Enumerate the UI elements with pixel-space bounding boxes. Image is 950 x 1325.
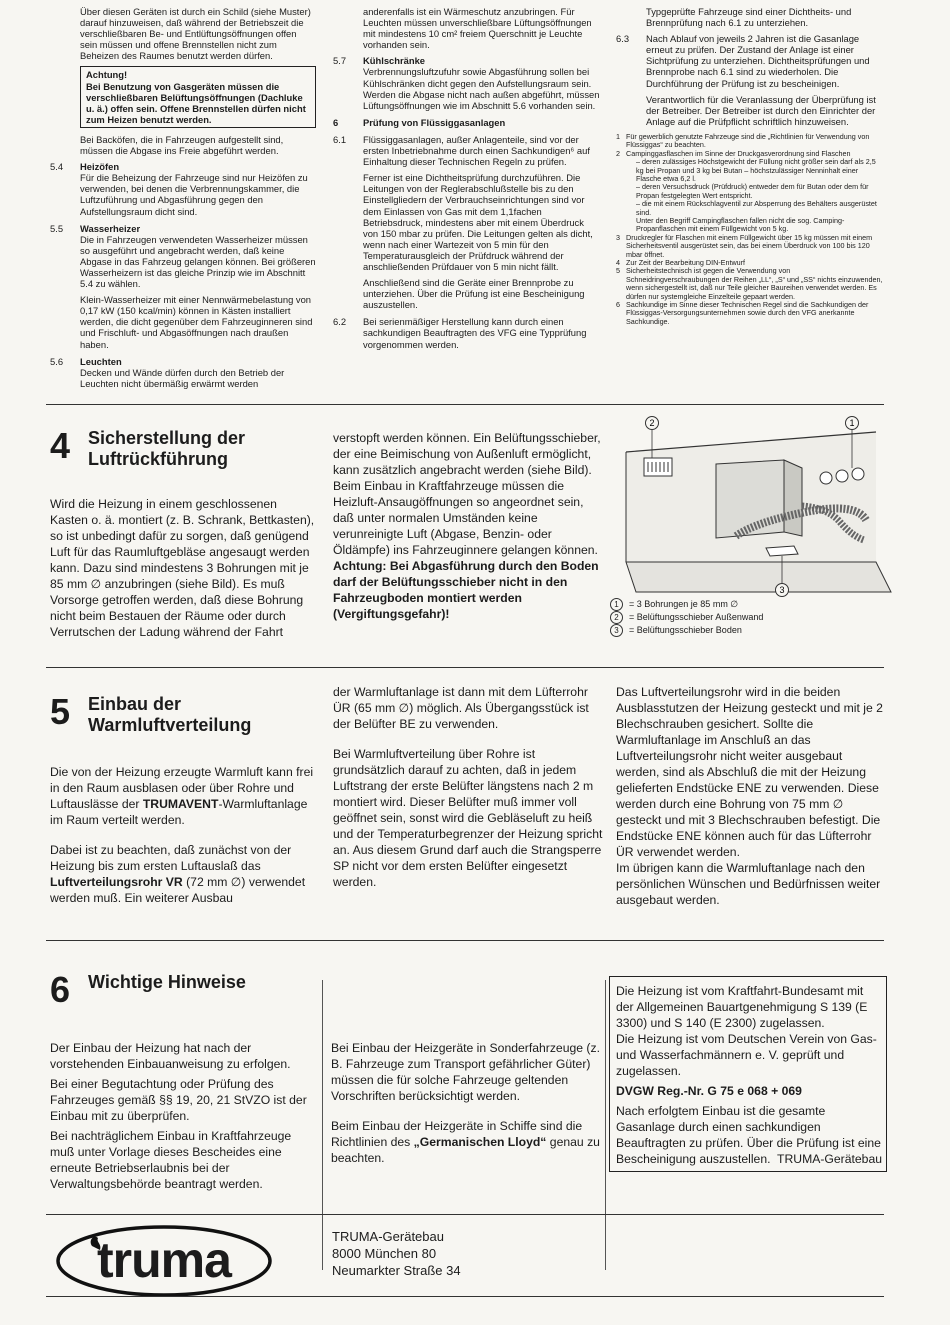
trumavent-paragraph: Die von der Heizung erzeugte Warmluft kann frei in den Raum ausblasen oder über Rohre und Luftauslässe der TRUMAVENT-Warmluftanlage im Raum verteilt werden. [50, 765, 314, 827]
section-number: 6.2 [333, 316, 347, 328]
section-text: Bei serienmäßiger Herstellung kann durch einen sachkundigen Beauftragten des VFG eine Typprüfung vorgenommen werden. [363, 316, 587, 350]
section-text: Verantwortlich für die Veranlassung der Überprüfung ist der Betreiber. Der Betreiber ist durch den Einrichter der Anlage auf die Prüfpflicht schriftlich hinzuweisen. [646, 93, 876, 127]
footnote-number [616, 183, 626, 200]
company-city: 8000 München 80 [332, 1246, 437, 1261]
section-text: Ferner ist eine Dichtheitsprüfung durchzuführen. Die Leitungen von der Reglerabschlußstelle bis zu den Einstellgliedern der Verbrauchseinrichtungen sind vor dem Einlassen von Gas mit dem 1,1fachen Betriebsdruck, mindestens aber mit einem Überdruck von 150 mbar zu prüfen. Die Leitungen gelten als dicht, wenn nach einer Wartezeit von 5 min für den Temperaturausgleich der Prüfdruck während der anschließenden Prüfdauer von 5 min nicht fällt. [363, 172, 593, 272]
footnote-text: Sachkundige im Sinne dieser Technischen Regel sind die Sachkundigen der Flüssiggas-Versorgungsunternehmen sowie durch den VFG anerkannte Sachkundige. [626, 300, 869, 326]
section-heading: Heizöfen [80, 161, 120, 173]
divider [46, 667, 884, 668]
title-line: Einbau der [88, 694, 182, 714]
footnote-text: – deren Versuchsdruck (Prüfdruck) entweder dem für Butan oder dem für Propan festgelegten Wert entspricht. [636, 182, 869, 200]
section-number: 5.7 [333, 55, 347, 67]
column-divider [322, 980, 323, 1270]
section-text: Klein-Wasserheizer mit einer Nennwärmebelastung von 0,17 kW (150 kcal/min) können in Kästen installiert werden, die dicht gegenüber dem Fahrzeuginneren sind und Frischluft- und Abgasöffnungen nach draußen haben. [80, 294, 313, 350]
divider [46, 1296, 884, 1297]
footnote-number: 5 [616, 266, 620, 276]
paragraph [50, 842, 316, 906]
column-divider [605, 980, 606, 1270]
section-text: Für die Beheizung der Fahrzeuge sind nur Heizöfen zu verwenden, bei denen die Verbrennungskammer, die Luftzuführung und Abgasführung gegen den Aufstellungsraum dicht sind. [80, 172, 308, 217]
luftverteilung-paragraph: Dabei ist zu beachten, daß zunächst von der Heizung bis zum ersten Luftauslaß das Luftverteilungsrohr VR (72 mm ∅) verwendet werden muß. Ein weiterer Ausbau [50, 843, 306, 905]
registration-number: DVGW Reg.-Nr. G 75 e 068 + 069 [616, 1084, 802, 1098]
section-title: Wichtige Hinweise [88, 972, 246, 992]
divider [46, 1214, 884, 1215]
section-5-5 [50, 223, 316, 350]
installation-figure [606, 412, 896, 608]
section-4-text-col2 [333, 430, 605, 636]
figure-legend [610, 598, 880, 637]
section-number: 6.1 [333, 133, 347, 145]
section-5-text-col1 [50, 764, 316, 920]
lloyd-name: „Germanischen Lloyd“ [413, 1135, 547, 1149]
footnote [616, 234, 884, 259]
footnote-number [616, 200, 626, 217]
footnote-number: 1 [616, 131, 620, 141]
company-street: Neumarkter Straße 34 [332, 1263, 461, 1278]
section-5-6 [50, 356, 316, 389]
text: Nach erfolgtem Einbau ist die gesamte Gasanlage durch einen sachkundigen Beauftragten zu prüfen. Über die Prüfung ist eine Bescheinigung auszustellen. [616, 1104, 881, 1166]
legend-item [610, 598, 880, 611]
legend-number: 1 [610, 598, 623, 611]
section-5-text-col3 [616, 684, 884, 922]
paragraph: Der Einbau der Heizung hat nach der vorstehenden Einbauanweisung zu erfolgen. [50, 1041, 291, 1071]
title-line: Warmluftverteilung [88, 715, 252, 735]
inspection-text [616, 1103, 882, 1167]
footnote-number: 6 [616, 300, 620, 310]
callout-3: 3 [779, 585, 785, 595]
paragraph [331, 1118, 601, 1166]
footnote [616, 200, 884, 217]
footnote [616, 158, 884, 183]
section-number: 6 [50, 969, 71, 1010]
paragraph: verstopft werden können. Ein Belüftungsschieber, der eine Beimischung von Außenluft ermöglicht, kann zusätzlich angebracht werden (siehe Bild). [333, 431, 601, 477]
footnote [616, 267, 884, 301]
company-address [332, 1228, 461, 1279]
paragraph: Beim Einbau in Kraftfahrzeuge müssen die Heizluft-Ansaugöffnungen so angeordnet sein, daß unter normalen Umständen keine verunreinigte Luft (Abgase, Benzin- oder Öldämpfe) ins Fahrzeuginnere gelangen können. [333, 479, 598, 557]
footnote-number [616, 158, 626, 183]
divider [46, 404, 884, 405]
title-line: Luftrückführung [88, 449, 228, 469]
footnote [616, 217, 884, 234]
top-column-1 [50, 6, 316, 395]
section-5-7 [333, 55, 601, 110]
paragraph: Bei einer Begutachtung oder Prüfung des Fahrzeuges gemäß §§ 19, 20, 21 StVZO ist der Einbau mit zu überprüfen. [50, 1077, 307, 1123]
text: Beim Einbau der Heizgeräte in Schiffe sind die Richtlinien des [331, 1119, 583, 1149]
title-line: Sicherstellung der [88, 428, 246, 448]
section-heading: Prüfung von Flüssiggasanlagen [363, 116, 506, 128]
warning-notice [80, 66, 316, 127]
paragraph: Im übrigen kann die Warmluftanlage nach den persönlichen Wünschen und Bedürfnissen weiter ausgebaut werden. [616, 861, 881, 907]
paragraph: Bei Einbau der Heizgeräte in Sonderfahrzeuge (z. B. Fahrzeuge zum Transport gefährlicher Güter) müssen die für solche Fahrzeuge geltenden Vorschriften berücksichtigt werden. [331, 1041, 600, 1103]
section-number: 5.6 [50, 355, 64, 367]
legend-text: = Belüftungsschieber Boden [629, 625, 742, 635]
paragraph: Wird die Heizung in einem geschlossenen Kasten o. ä. montiert (z. B. Schrank, Bettkasten), so ist unbedingt dafür zu sorgen, daß genügend Luft für das Raumluftgebläse angesaugt werden kann. Dazu sind mindestens 3 Bohrungen mit je 85 mm ∅ anzubringen (siehe Bild). Es muß Vorsorge getroffen werden, daß diese Bohrung nicht beim Bestauen der Räume oder durch Verrutschen der Ladung während der Fahrt [50, 497, 315, 639]
section-6-text-col2 [331, 1040, 601, 1180]
signature: TRUMA-Gerätebau [777, 1152, 882, 1166]
section-text: Verbrennungsluftzufuhr sowie Abgasführung sollen bei Kühlschränken dicht gegen den Aufstellungsraum sein. Werden die Abgase nicht nach außen abgeführt, müssen Lüftungsöffnungen wie im Abschnitt 5.6 vorhanden sein. [363, 66, 600, 111]
paragraph [50, 764, 316, 828]
footnote-number [616, 217, 626, 234]
section-text: Flüssiggasanlagen, außer Anlagenteile, sind vor der ersten Inbetriebnahme durch einen Sachkundigen⁶ auf Einhaltung dieser Technischen Regeln zu prüfen. [363, 133, 590, 168]
paragraph: Bei nachträglichem Einbau in Kraftfahrzeuge muß unter Vorlage dieses Bescheides eine erneute Betriebserlaubnis bei der Verwaltungsbehörde beantragt werden. [50, 1129, 292, 1191]
legend-text: = Belüftungsschieber Außenwand [629, 612, 764, 622]
paragraph: Das Luftverteilungsrohr wird in die beiden Ausblasstutzen der Heizung gesteckt und mit je 2 Blechschrauben gesichert. Sollte die Warmluftanlage im Anschluß an das Luftverteilungsrohr nicht weiter ausgebaut werden, sind als Abschluß die mit der Heizung gelieferten Endstücke ENE zu verwenden. Diese werden durch eine Bohrung von 75 mm ∅ gesteckt und mit 3 Blechschrauben befestigt. Die Endstücke ENE können auch für das Lüfterrohr ÜR verwendet werden. [616, 685, 883, 859]
section-6-2 [333, 316, 601, 349]
intro-text: anderenfalls ist ein Wärmeschutz anzubringen. Für Leuchten müssen unverschließbare Lüftungsöffnungen mit mindestens 10 cm² freiem Querschnitt je Leuchte vorhanden sein. [363, 6, 592, 51]
footnote-number: 2 [616, 148, 620, 158]
section-text: Decken und Wände dürfen durch den Betrieb der Leuchten nicht übermäßig erwärmt werden [80, 366, 285, 389]
section-4-text-col1 [50, 496, 318, 654]
footnote [616, 133, 884, 150]
footnote-text: Zur Zeit der Bearbeitung DIN-Entwurf [626, 258, 746, 268]
notice-text: Bei Benutzung von Gasgeräten müssen die verschließbaren Belüftungsöffnungen (Dachluke u. ä.) offen sein. Offene Brennstellen dürfen nicht zum Heizen benutzt werden. [86, 80, 306, 125]
section-title [88, 694, 251, 736]
divider [46, 940, 884, 941]
legend-text: = 3 Bohrungen je 85 mm ∅ [629, 599, 739, 609]
footnote [616, 301, 884, 326]
company-name: TRUMA-Gerätebau [332, 1229, 444, 1244]
intro-text: Typgeprüfte Fahrzeuge sind einer Dichtheits- und Brennprüfung nach 6.1 zu unterziehen. [646, 6, 852, 29]
legend-item [610, 624, 880, 637]
paragraph: Bei Warmluftverteilung über Rohre ist grundsätzlich darauf zu achten, daß in jedem Luftstrang der erste Belüfter längstens nach 2 m montiert wird. Dieser Belüfter muß immer voll geöffnet sein, sonst wird die Gebläseluft zu heiß und der Temperaturbegrenzer der Heizung spricht an. Aus diesem Grund darf auch die Strangsperre SP nicht vor dem ersten Belüfter eingesetzt werden. [333, 747, 603, 889]
section-heading: Leuchten [80, 355, 122, 367]
truma-logo [54, 1224, 274, 1298]
intro-text: Über diesen Geräten ist durch ein Schild (siehe Muster) darauf hinzuweisen, daß während der Betriebszeit die verschließbaren Be- und Entlüftungsöffnungen offen sein müssen und offene Brennstellen nicht zum Beheizen des Raumes benutzt werden dürfen. [80, 6, 311, 62]
legend-number: 3 [610, 624, 623, 637]
emphasis: TRUMAVENT [142, 797, 219, 811]
callout-1: 1 [849, 418, 855, 428]
callout-2: 2 [649, 418, 655, 428]
paragraph: der Warmluftanlage ist dann mit dem Lüfterrohr ÜR (65 mm ∅) möglich. Als Übergangsstück ist der Belüfter BE zu verwenden. [333, 685, 589, 731]
footnotes [616, 133, 884, 326]
footnote-number: 3 [616, 232, 620, 242]
section-number: 5 [50, 691, 71, 732]
approval-text: Die Heizung ist vom Deutschen Verein von Gas- und Wasserfachmännern e. V. geprüft und zugelassen. [616, 1032, 877, 1078]
section-6-3 [616, 33, 884, 127]
section-6-text-col1 [50, 1040, 318, 1206]
footnote-text: – deren zulässiges Höchstgewicht der Füllung nicht größer sein darf als 2,5 kg bei Propan und 3 kg bei Butan – höchstzulässiger Nenninhalt einer Flasche etwa 6,2 l. [636, 157, 876, 183]
legend-number: 2 [610, 611, 623, 624]
approval-text: Die Heizung ist vom Kraftfahrt-Bundesamt mit der Allgemeinen Bauartgenehmigung S 139 (E 3300) und S 140 (E 2300) zugelassen. [616, 984, 868, 1030]
backofen-text: Bei Backöfen, die in Fahrzeugen aufgestellt sind, müssen die Abgase ins Freie abgeführt werden. [80, 133, 284, 157]
section-number: 5.5 [50, 222, 64, 234]
section-number: 4 [50, 425, 71, 466]
section-5-text-col2 [333, 684, 605, 904]
section-text: Nach Ablauf von jeweils 2 Jahren ist die Gasanlage erneut zu prüfen. Der Zustand der Anlage ist einer Sichtprüfung zu unterziehen. Dichtheitsprüfungen und Brennprobe nach 6.1 sind zu wiederholen. Die Durchführung der Prüfung ist zu bescheinigen. [646, 33, 870, 89]
top-column-3 [616, 6, 884, 326]
footnote [616, 183, 884, 200]
footnote-text: Sicherheitstechnisch ist gegen die Verwendung von Schneidringverschraubungen der Reihen „LL“, „S“ und „SS“ nichts einzuwenden, wenn sichergestellt ist, daß nur Teile gleicher Baureihen verwendet werden. Es dürfen nur systemgleiche Einzelteile gepaart werden. [626, 266, 883, 301]
section-heading: Kühlschränke [363, 55, 425, 67]
notice-title: Achtung! [86, 69, 128, 81]
footnote-text: Campinggasflaschen im Sinne der Druckgasverordnung sind Flaschen [626, 148, 851, 158]
warning-paragraph: Achtung: Bei Abgasführung durch den Boden darf der Belüftungsschieber nicht in den Fahrzeugboden montiert werden (Vergiftungsgefahr)! [333, 559, 599, 621]
footnote-text: Unter den Begriff Campingflaschen fallen nicht die sog. Camping-Propanflaschen mit einem Füllgewicht von 5 kg. [636, 216, 845, 234]
footnote-number: 4 [616, 258, 620, 268]
section-title [88, 428, 245, 470]
approval-box [609, 976, 887, 1172]
section-number: 6 [333, 116, 339, 128]
section-number: 6.3 [616, 33, 630, 45]
section-heading: Wasserheizer [80, 222, 141, 234]
text: genau zu beachten. [331, 1135, 600, 1165]
section-5-4 [50, 161, 316, 216]
section-6 [333, 117, 601, 128]
section-text: Anschließend sind die Geräte einer Brennprobe zu unterziehen. Über die Prüfung ist eine Bescheinigung auszustellen. [363, 277, 585, 311]
logo-text: truma [97, 1232, 231, 1288]
footnote-text: Für gewerblich genutzte Fahrzeuge sind die „Richtlinien für Verwendung von Flüssiggas“ zu beachten. [626, 131, 870, 150]
top-column-2 [333, 6, 601, 356]
emphasis: Luftverteilungsrohr VR [50, 875, 183, 889]
section-text: Die in Fahrzeugen verwendeten Wasserheizer müssen so ausgeführt und angebracht werden, daß keine Abgase in das Fahrzeug gelangen können. Bei größeren Wasserheizern ist das gleiche Prinzip wie im Abschnitt 5.4 zu wählen. [80, 233, 316, 290]
legend-item [610, 611, 880, 624]
footnote-text: – die mit einem Rückschlagventil zur Absperrung des Behälters ausgerüstet sind. [636, 199, 877, 217]
section-6-1 [333, 134, 601, 310]
footnote-text: Druckregler für Flaschen mit einem Füllgewicht über 15 kg müssen mit einem Sicherheitsventil ausgerüstet sein, das bei einem Überdruck von 100 bis 120 mbar öffnet. [626, 232, 873, 259]
section-number: 5.4 [50, 161, 64, 173]
